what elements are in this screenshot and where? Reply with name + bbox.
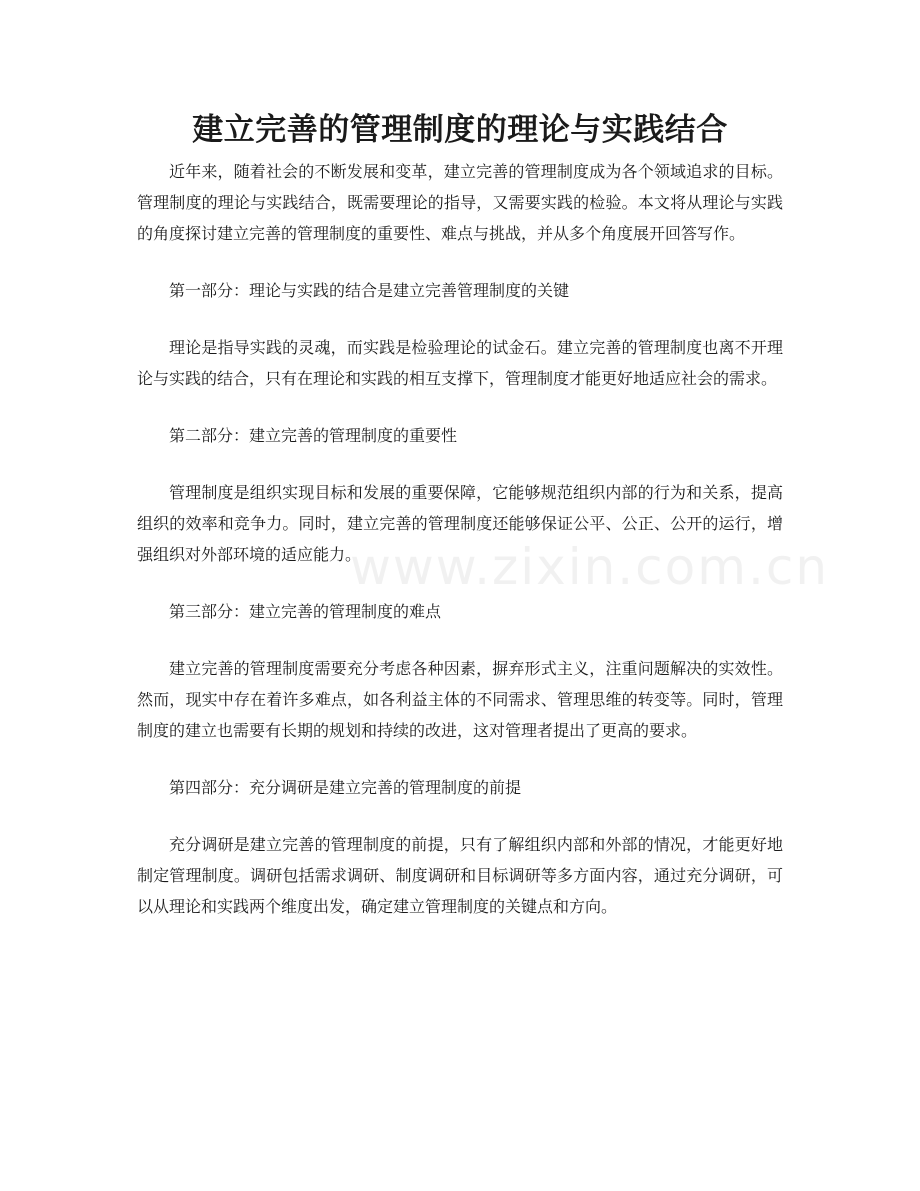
watermark: www.zixin.com.cn [350,538,830,596]
section-heading-4: 第四部分：充分调研是建立完善的管理制度的前提 [169,778,522,797]
section-paragraph-2: 管理制度是组织实现目标和发展的重要保障，它能够规范组织内部的行为和关系，提高组织的效率和竞争力。同时，建立完善的管理制度还能够保证公平、公正、公开的运行，增强组织对外部环境的适应能力。 [137,483,783,564]
section-paragraph-4: 充分调研是建立完善的管理制度的前提，只有了解组织内部和外部的情况，才能更好地制定管理制度。调研包括需求调研、制度调研和目标调研等多方面内容，通过充分调研，可以从理论和实践两个维度出发，确定建立管理制度的关键点和方向。 [137,835,783,916]
section-paragraph-3: 建立完善的管理制度需要充分考虑各种因素，摒弃形式主义，注重问题解决的实效性。然而，现实中存在着许多难点，如各利益主体的不同需求、管理思维的转变等。同时，管理制度的建立也需要有长期的规划和持续的改进，这对管理者提出了更高的要求。 [137,659,783,740]
document-body [137,156,783,948]
intro-paragraph: 近年来，随着社会的不断发展和变革，建立完善的管理制度成为各个领域追求的目标。管理制度的理论与实践结合，既需要理论的指导，又需要实践的检验。本文将从理论与实践的角度探讨建立完善的管理制度的重要性、难点与挑战，并从多个角度展开回答写作。 [137,162,783,243]
section-heading-1: 第一部分：理论与实践的结合是建立完善管理制度的关键 [169,281,570,300]
page-title: 建立完善的管理制度的理论与实践结合 [192,112,728,148]
section-paragraph-1: 理论是指导实践的灵魂，而实践是检验理论的试金石。建立完善的管理制度也离不开理论与实践的结合，只有在理论和实践的相互支撑下，管理制度才能更好地适应社会的需求。 [137,338,783,388]
section-heading-2: 第二部分：建立完善的管理制度的重要性 [169,426,458,445]
section-heading-3: 第三部分：建立完善的管理制度的难点 [169,602,442,621]
